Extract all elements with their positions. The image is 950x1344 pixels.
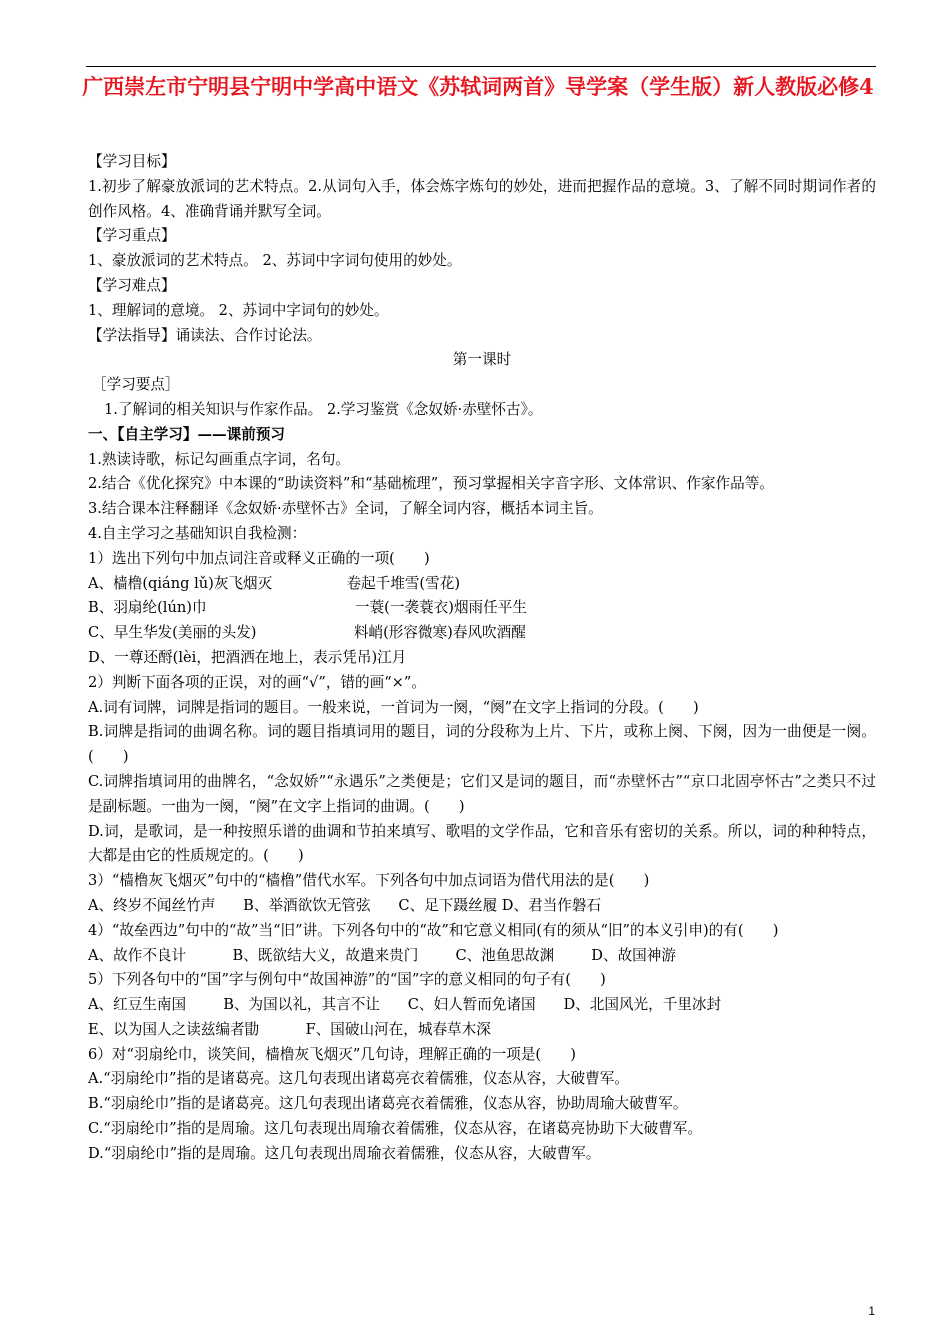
question-5-options-e-f: E、以为国人之读兹编者勖 F、国破山河在，城春草木深 (88, 1020, 491, 1038)
task-4: 4.自主学习之基础知识自我检测： (88, 524, 307, 542)
task-2: 2.结合《优化探究》中本课的“助读资料”和“基础梳理”，预习掌握相关字音字形、文体常识、作家作品等。 (88, 475, 774, 493)
question-1-option-d: D、一尊还酹(lèi，把酒洒在地上，表示凭吊)江月 (88, 648, 407, 666)
question-6-option-c: C.“羽扇纶巾”指的是周瑜。这几句表现出周瑜衣着儒雅，仪态从容，在诸葛亮协助下大破曹军。 (88, 1120, 702, 1138)
question-3-options: A、终岁不闻丝竹声 B、举酒欲饮无管弦 C、足下蹑丝履 D、君当作磐石 (88, 896, 602, 914)
section-heading-key-points: 【学习重点】 (88, 227, 176, 245)
study-points-heading: ［学习要点］ (92, 376, 180, 394)
question-4-options: A、故作不良计 B、既欲结大义，故遣来贵门 C、池鱼思故渊 D、故国神游 (88, 946, 676, 964)
section-heading-objectives: 【学习目标】 (88, 153, 176, 170)
question-3: 3）“樯橹灰飞烟灭”句中的“樯橹”借代水军。下列各句中加点词语为借代用法的是( ) (88, 872, 650, 890)
key-points-text: 1、豪放派词的艺术特点。 2、苏词中字词句使用的妙处。 (88, 252, 462, 270)
question-6-option-b: B.“羽扇纶巾”指的是诸葛亮。这几句表现出诸葛亮衣着儒雅，仪态从容，协助周瑜大破曹军。 (88, 1095, 688, 1113)
lesson-heading: 第一课时 (452, 351, 512, 369)
study-points-text: 1.了解词的相关知识与作家作品。 2.学习鉴赏《念奴娇·赤壁怀古》。 (104, 400, 543, 418)
question-2-item-b: B.词牌是指词的曲调名称。词的题目指填词用的题目，词的分段称为上片、下片，或称上阕、下阕，因为一曲便是一阕。( ) (88, 723, 876, 766)
question-5: 5）下列各句中的“国”字与例句中“故国神游”的“国”字的意义相同的句子有( ) (88, 971, 606, 989)
difficulties-text: 1、理解词的意境。 2、苏词中字词句的妙处。 (88, 301, 389, 319)
task-3: 3.结合课本注释翻译《念奴娇·赤壁怀古》全词，了解全词内容，概括本词主旨。 (88, 500, 603, 518)
task-1: 1.熟读诗歌，标记勾画重点字词，名句。 (88, 450, 351, 468)
document-title: 广西崇左市宁明县宁明中学高中语文《苏轼词两首》导学案（学生版）新人教版必修4 (82, 74, 874, 99)
question-4: 4）“故垒西边”句中的“故”当“旧”讲。下列各句中的“故”和它意义相同(有的须从“旧”的本义引申)的有( ) (88, 921, 779, 939)
question-1-option-c: C、早生华发(美丽的头发) 料峭(形容微寒)春风吹酒醒 (88, 624, 526, 642)
question-1: 1）选出下列句中加点词注音或释义正确的一项( ) (88, 549, 430, 567)
question-2: 2）判断下面各项的正误，对的画“√”，错的画“×”。 (88, 673, 426, 691)
objectives-text: 1.初步了解豪放派词的艺术特点。2.从词句入手，体会炼字炼句的妙处，进而把握作品的意境。3、了解不同时期词作者的创作风格。4、准确背诵并默写全词。 (88, 177, 876, 220)
question-1-option-b: B、羽扇纶(lún)巾 一蓑(一袭蓑衣)烟雨任平生 (88, 599, 527, 617)
question-6-option-d: D.“羽扇纶巾”指的是周瑜。这几句表现出周瑜衣着儒雅，仪态从容，大破曹军。 (88, 1144, 601, 1162)
self-study-heading: 一、【自主学习】——课前预习 (88, 425, 286, 443)
document-body (88, 150, 876, 1167)
header-rule (86, 66, 876, 67)
section-heading-difficulties: 【学习难点】 (88, 276, 176, 294)
question-5-options-a-d: A、红豆生南国 B、为国以礼，其言不让 C、妇人暂而免诸国 D、北国风光，千里冰封 (88, 996, 722, 1014)
page-number: 1 (868, 1304, 875, 1318)
question-2-item-c: C.词牌指填词用的曲牌名，“念奴娇”“永遇乐”之类便是；它们又是词的题目，而“赤壁怀古”“京口北固亭怀古”之类只不过是副标题。一曲为一阕，“阕”在文字上指词的曲调。( ) (88, 772, 876, 815)
question-6-option-a: A.“羽扇纶巾”指的是诸葛亮。这几句表现出诸葛亮衣着儒雅，仪态从容，大破曹军。 (88, 1070, 629, 1088)
question-1-option-a: A、樯橹(qiáng lǔ)灰飞烟灭 卷起千堆雪(雪花) (88, 574, 461, 592)
question-2-item-a: A.词有词牌，词牌是指词的题目。一般来说，一首词为一阕，“阕”在文字上指词的分段。( ) (88, 698, 699, 716)
question-2-item-d: D.词，是歌词，是一种按照乐谱的曲调和节拍来填写、歌唱的文学作品，它和音乐有密切的关系。所以，词的种种特点，大都是由它的性质规定的。( ) (88, 822, 876, 865)
method-guidance: 【学法指导】诵读法、合作讨论法。 (88, 326, 322, 344)
question-6: 6）对“羽扇纶巾，谈笑间，樯橹灰飞烟灭”几句诗，理解正确的一项是( ) (88, 1045, 577, 1063)
